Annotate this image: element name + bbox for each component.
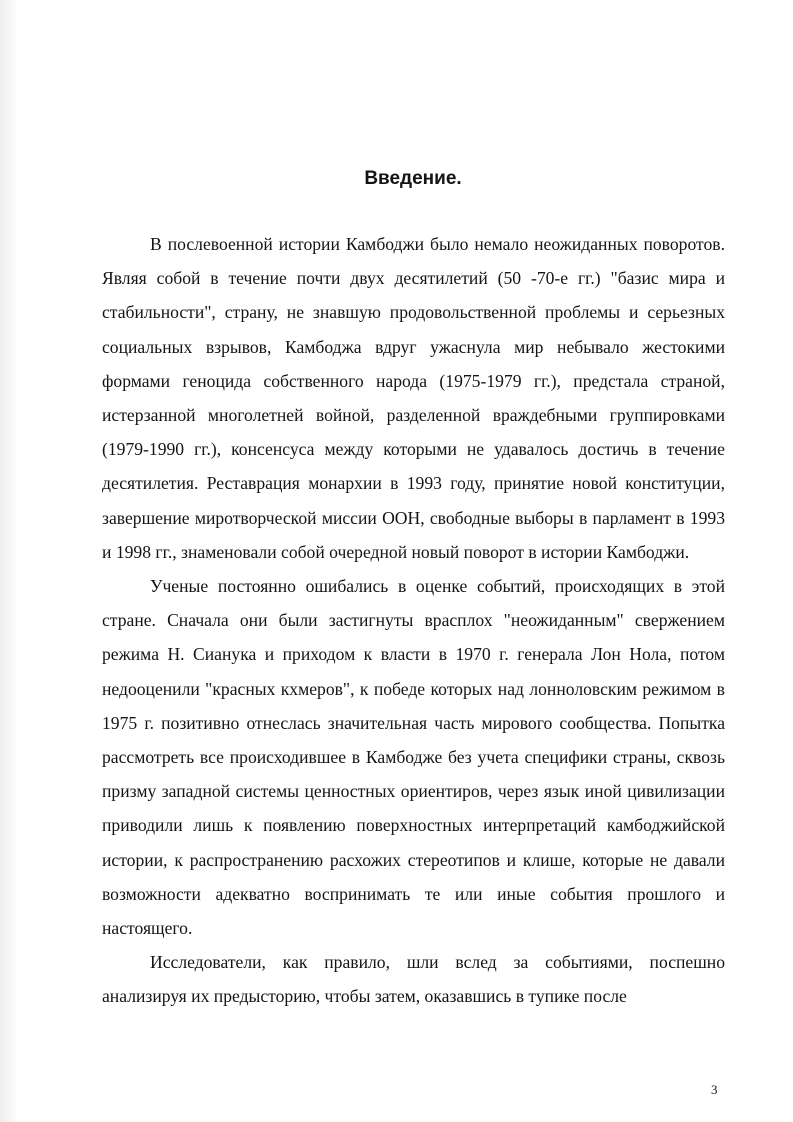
- body-text: [102, 227, 725, 1014]
- paragraph-1: В послевоенной истории Камбоджи было немало неожиданных поворотов. Являя собой в течение почти двух десятилетий (50 -70-е гг.) "базис мира и стабильности", страну, не знавшую продовольственной проблемы и серьезных социальных взрывов, Камбоджа вдруг ужаснула мир небывало жестокими формами геноцида собственного народа (1975-1979 гг.), предстала страной, истерзанной многолетней войной, разделенной враждебными группировками (1979-1990 гг.), консенсуса между которыми не удавалось достичь в течение десятилетия. Реставрация монархии в 1993 году, принятие новой конституции, завершение миротворческой миссии ООН, свободные выборы в парламент в 1993 и 1998 гг., знаменовали собой очередной новый поворот в истории Камбоджи.: [102, 234, 725, 562]
- section-heading: Введение.: [364, 168, 462, 189]
- page-number: 3: [711, 1082, 718, 1097]
- paragraph-2: Ученые постоянно ошибались в оценке событий, происходящих в этой стране. Сначала они были застигнуты врасплох "неожиданным" свержением режима Н. Сианука и приходом к власти в 1970 г. генерала Лон Нола, потом недооценили "красных кхмеров", к победе которых над лонноловским режимом в 1975 г. позитивно отнеслась значительная часть мирового сообщества. Попытка рассмотреть все происходившее в Камбодже без учета специфики страны, сквозь призму западной системы ценностных ориентиров, через язык иной цивилизации приводили лишь к появлению поверхностных интерпретаций камбоджийской истории, к распространению расхожих стереотипов и клише, которые не давали возможности адекватно воспринимать те или иные события прошлого и настоящего.: [102, 576, 725, 939]
- paragraph-3: Исследователи, как правило, шли вслед за событиями, поспешно анализируя их предысторию, чтобы затем, оказавшись в тупике после: [102, 952, 725, 1007]
